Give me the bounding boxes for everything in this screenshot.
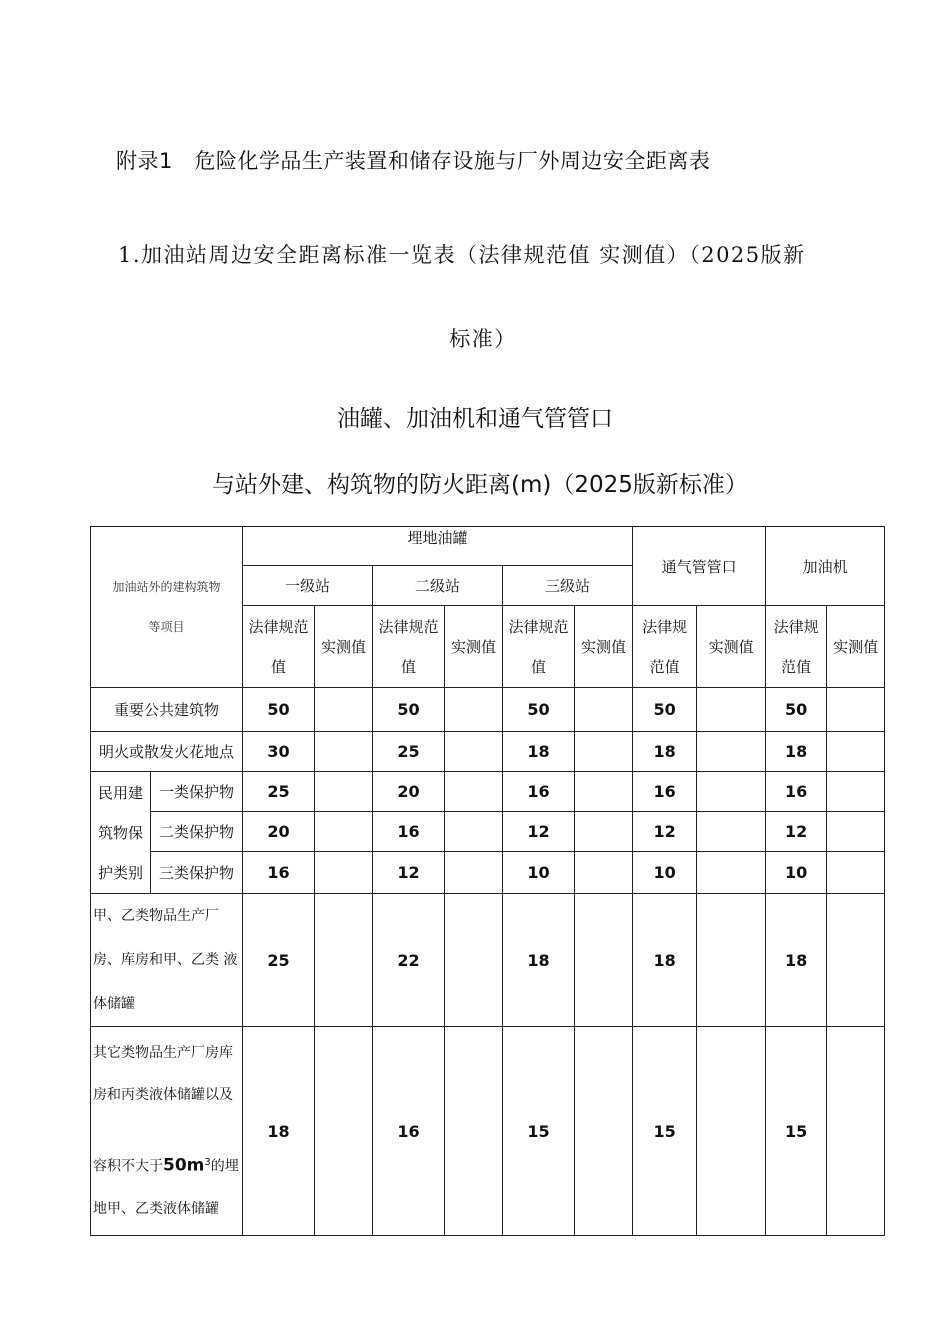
item-header-line-1: 加油站外的建构筑物 (112, 580, 221, 594)
cell-empty (697, 1027, 766, 1236)
subtitle-line-2: 标准） (449, 327, 517, 351)
text: 其它类物品生产厂房库 (93, 1045, 233, 1062)
civil-group-label (91, 772, 151, 894)
distance-table (90, 526, 885, 1236)
cell-value: 15 (633, 1027, 697, 1236)
table-row (91, 1027, 885, 1236)
cell-value: 18 (633, 894, 697, 1027)
cell-empty (697, 732, 766, 772)
cell-empty (445, 812, 503, 852)
cell-value: 16 (766, 772, 827, 812)
row-label: 一类保护物 (151, 772, 243, 812)
cell-value: 18 (503, 894, 575, 1027)
item-header (91, 527, 243, 688)
cell-value: 25 (243, 894, 315, 1027)
text: 值 (271, 657, 287, 676)
buried-tank-header: 埋地油罐 (243, 527, 633, 566)
text: 值 (531, 657, 547, 676)
table-row (91, 894, 885, 1027)
cell-value: 50 (373, 688, 445, 732)
cell-value: 16 (503, 772, 575, 812)
text: 的埋 (210, 1158, 239, 1175)
level2-measured-header: 实测值 (445, 606, 503, 688)
row-label: 三类保护物 (151, 852, 243, 894)
cell-empty (575, 894, 633, 1027)
row-label: 二类保护物 (151, 812, 243, 852)
table-row (91, 852, 885, 894)
text: 法律规范 (378, 617, 439, 636)
cell-value: 16 (373, 812, 445, 852)
cell-value: 20 (373, 772, 445, 812)
cell-value: 10 (766, 852, 827, 894)
cell-empty (315, 1027, 373, 1236)
cell-value: 16 (633, 772, 697, 812)
cell-empty (315, 852, 373, 894)
text: 甲、乙类物品生产厂 (93, 908, 219, 924)
text: 法律规 (773, 617, 819, 636)
cell-value: 15 (766, 1027, 827, 1236)
row-label (91, 1027, 243, 1236)
level1-measured-header: 实测值 (315, 606, 373, 688)
text (93, 1142, 242, 1188)
vent-legal-header (633, 606, 697, 688)
vent-measured-header: 实测值 (697, 606, 766, 688)
cell-value: 12 (373, 852, 445, 894)
text: 房和丙类液体储罐以及 (93, 1087, 233, 1104)
text: 容积不大于 (93, 1158, 163, 1175)
table-title-line-2: 与站外建、构筑物的防火距离(m)（2025版新标准） (212, 472, 748, 498)
level2-header: 二级站 (373, 566, 503, 606)
text: 筑物保 (97, 823, 143, 842)
text: 法律规 (642, 617, 688, 636)
cell-value: 50 (243, 688, 315, 732)
text: 范值 (649, 657, 680, 676)
cell-empty (575, 772, 633, 812)
cell-empty (315, 812, 373, 852)
text: 房、库房和甲、乙类 液 (93, 952, 238, 968)
level3-measured-header: 实测值 (575, 606, 633, 688)
table-row (91, 688, 885, 732)
text: 3 (204, 1157, 211, 1169)
cell-empty (315, 688, 373, 732)
table-row (91, 772, 885, 812)
cell-empty (827, 852, 885, 894)
header-row-1 (91, 527, 885, 566)
cell-empty (575, 1027, 633, 1236)
text: 法律规范 (248, 617, 309, 636)
row-label (91, 894, 243, 1027)
cell-empty (697, 688, 766, 732)
level3-legal-header (503, 606, 575, 688)
cell-value: 15 (503, 1027, 575, 1236)
cell-value: 12 (503, 812, 575, 852)
cell-empty (445, 894, 503, 1027)
cell-value: 10 (633, 852, 697, 894)
appendix-title: 附录1 危险化学品生产装置和储存设施与厂外周边安全距离表 (116, 149, 711, 173)
text (93, 1116, 242, 1142)
cell-empty (575, 688, 633, 732)
level2-legal-header (373, 606, 445, 688)
cell-value: 16 (373, 1027, 445, 1236)
cell-empty (315, 772, 373, 812)
vent-header: 通气管管口 (633, 527, 766, 606)
item-header-line-2: 等项目 (148, 620, 185, 634)
cell-value: 30 (243, 732, 315, 772)
cell-empty (827, 1027, 885, 1236)
text: 值 (401, 657, 417, 676)
subtitle-line-1: 1.加油站周边安全距离标准一览表（法律规范值 实测值）（2025版新 (118, 243, 806, 267)
cell-value: 12 (633, 812, 697, 852)
cell-empty (827, 894, 885, 1027)
cell-value: 16 (243, 852, 315, 894)
cell-empty (697, 812, 766, 852)
cell-value: 25 (373, 732, 445, 772)
text: 地甲、乙类液体储罐 (93, 1200, 219, 1217)
dispenser-header: 加油机 (766, 527, 885, 606)
text: 护类别 (97, 863, 143, 882)
cell-empty (827, 772, 885, 812)
subtitle (118, 213, 858, 381)
cell-value: 18 (503, 732, 575, 772)
row-label: 重要公共建筑物 (91, 688, 243, 732)
cell-empty (697, 772, 766, 812)
cell-empty (827, 812, 885, 852)
text: 法律规范 (508, 617, 569, 636)
cell-value: 22 (373, 894, 445, 1027)
level1-header: 一级站 (243, 566, 373, 606)
cell-empty (445, 852, 503, 894)
text: 范值 (781, 657, 812, 676)
cell-empty (697, 852, 766, 894)
cell-value: 50 (633, 688, 697, 732)
cell-empty (445, 688, 503, 732)
cell-empty (827, 732, 885, 772)
cell-empty (315, 894, 373, 1027)
cell-value: 12 (766, 812, 827, 852)
level1-legal-header (243, 606, 315, 688)
level3-header: 三级站 (503, 566, 633, 606)
cell-empty (575, 812, 633, 852)
row-label: 明火或散发火花地点 (91, 732, 243, 772)
dispenser-legal-header (766, 606, 827, 688)
text: 体储罐 (93, 996, 135, 1012)
cell-value: 18 (766, 894, 827, 1027)
cell-value: 10 (503, 852, 575, 894)
cell-empty (445, 732, 503, 772)
cell-value: 25 (243, 772, 315, 812)
cell-value: 50 (503, 688, 575, 732)
cell-value: 18 (633, 732, 697, 772)
cell-empty (575, 852, 633, 894)
table-row (91, 732, 885, 772)
cell-value: 18 (243, 1027, 315, 1236)
cell-empty (827, 688, 885, 732)
cell-empty (445, 772, 503, 812)
cell-value: 18 (766, 732, 827, 772)
table-row (91, 812, 885, 852)
table-title-line-1: 油罐、加油机和通气管管口 (337, 406, 613, 432)
cell-empty (697, 894, 766, 1027)
cell-empty (575, 732, 633, 772)
cell-value: 50 (766, 688, 827, 732)
cell-empty (445, 1027, 503, 1236)
cell-empty (315, 732, 373, 772)
cell-value: 20 (243, 812, 315, 852)
dispenser-measured-header: 实测值 (827, 606, 885, 688)
text: 50m (163, 1155, 205, 1176)
text: 民用建 (97, 783, 143, 802)
